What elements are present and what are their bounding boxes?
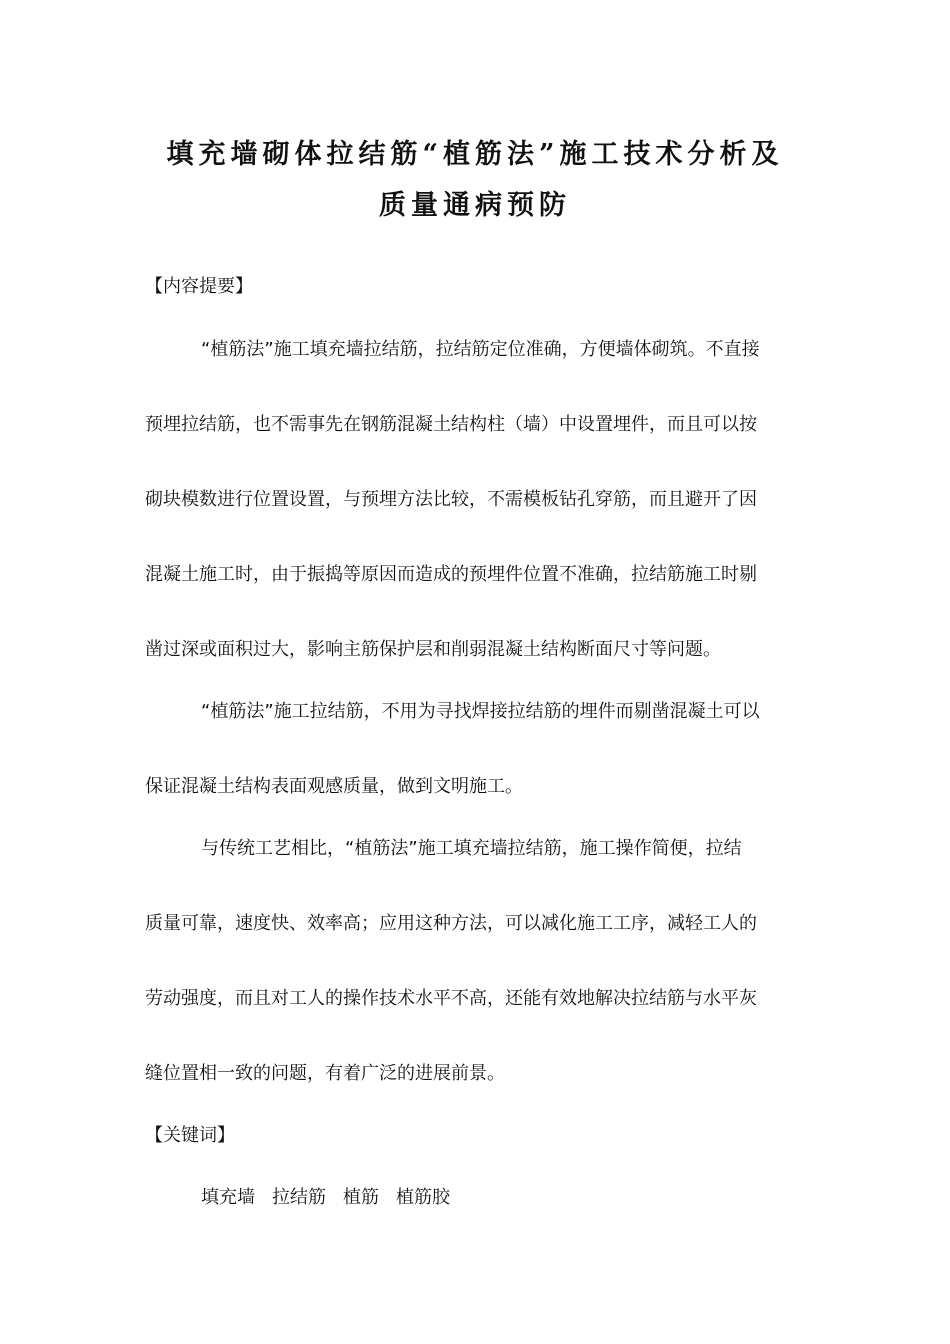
keywords-list bbox=[201, 1183, 861, 1209]
paragraph-line: 质量可靠，速度快、效率高；应用这种方法，可以减化施工工序，减轻工人的 bbox=[145, 913, 757, 934]
paragraph-line: 与传统工艺相比，“植筋法”施工填充墙拉结筋，施工操作简便，拉结 bbox=[201, 838, 742, 859]
keyword: 拉结筋 bbox=[272, 1187, 326, 1208]
paragraph-line: 保证混凝土结构表面观感质量，做到文明施工。 bbox=[145, 776, 523, 797]
document-title-line-1: 填充墙砌体拉结筋“植筋法”施工技术分析及 bbox=[166, 139, 784, 170]
keyword: 植筋胶 bbox=[396, 1187, 450, 1208]
paragraph-line: 预埋拉结筋，也不需事先在钢筋混凝土结构柱（墙）中设置埋件，而且可以按 bbox=[145, 414, 757, 435]
paragraph-line: 缝位置相一致的问题，有着广泛的进展前景。 bbox=[145, 1063, 505, 1084]
paragraph-line: 劳动强度，而且对工人的操作技术水平不高，还能有效地解决拉结筋与水平灰 bbox=[145, 988, 757, 1009]
paragraph-line: “植筋法”施工填充墙拉结筋，拉结筋定位准确，方便墙体砌筑。不直接 bbox=[201, 339, 760, 360]
paragraph-line: 凿过深或面积过大，影响主筋保护层和削弱混凝土结构断面尺寸等问题。 bbox=[145, 639, 721, 660]
paragraph-line: “植筋法”施工拉结筋，不用为寻找焊接拉结筋的埋件而剔凿混凝土可以 bbox=[201, 701, 760, 722]
paragraph-line: 混凝土施工时，由于振捣等原因而造成的预埋件位置不准确，拉结筋施工时剔 bbox=[145, 564, 757, 585]
keyword: 植筋 bbox=[343, 1187, 379, 1208]
keyword: 填充墙 bbox=[201, 1187, 255, 1208]
summary-heading: 【内容提要】 bbox=[145, 276, 253, 297]
document-title-line-2: 质量通病预防 bbox=[379, 190, 571, 221]
keywords-heading: 【关键词】 bbox=[145, 1125, 235, 1146]
paragraph-line: 砌块模数进行位置设置，与预埋方法比较，不需模板钻孔穿筋，而且避开了因 bbox=[145, 489, 757, 510]
